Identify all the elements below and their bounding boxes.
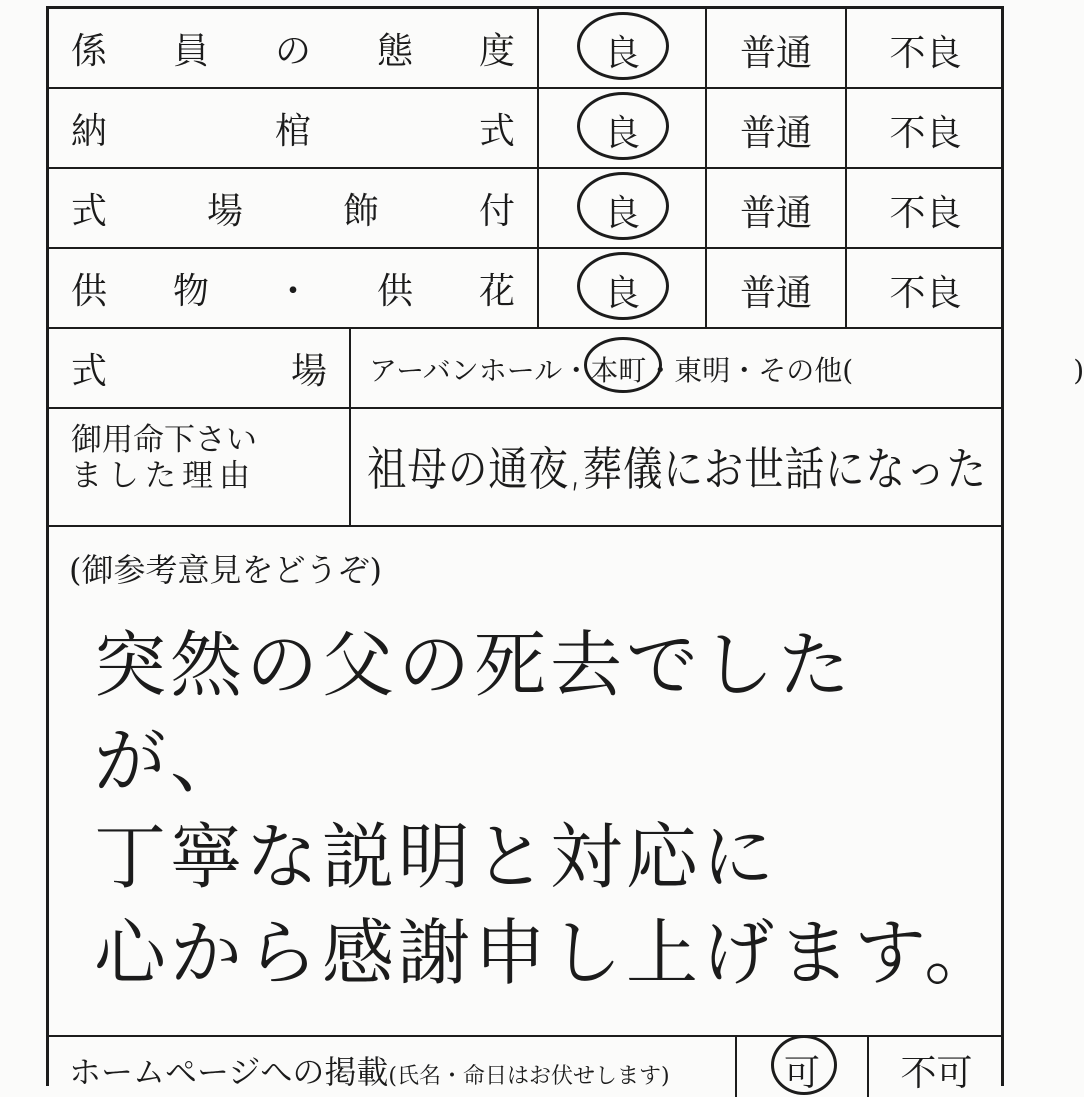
- option-normal-label: 普通: [739, 273, 812, 314]
- label-char: 係: [71, 31, 108, 72]
- option-bad-label: 不良: [889, 33, 962, 74]
- option-good-label: 良: [603, 113, 640, 154]
- label-char: 式: [478, 111, 515, 152]
- rating-row-encoffining: [49, 89, 1004, 169]
- rating-label-cell: [49, 169, 539, 247]
- option-bad-label: 不良: [889, 273, 962, 314]
- venue-options-text: [369, 349, 1084, 389]
- opinion-area[interactable]: [49, 527, 1004, 1037]
- reason-label-line: ました理由: [71, 457, 256, 494]
- label-char: 態: [376, 31, 413, 72]
- option-normal[interactable]: [707, 9, 847, 87]
- label-char: 花: [478, 271, 515, 312]
- opinion-handwritten-text: [94, 617, 1004, 1001]
- venue-options[interactable]: [351, 329, 1084, 407]
- label-char: 式: [71, 191, 108, 232]
- opinion-line: 丁寧な説明と対応に: [94, 815, 779, 899]
- reason-row: [49, 409, 1004, 527]
- option-bad-label: 不良: [889, 193, 962, 234]
- label-char: 飾: [342, 191, 379, 232]
- rating-label: [71, 183, 515, 234]
- option-bad-label: 不良: [889, 113, 962, 154]
- label-char: 供: [376, 271, 413, 312]
- publish-note: (氏名・命日はお伏せします): [388, 1064, 670, 1089]
- venue-label: [71, 343, 327, 394]
- option-good-label: 良: [603, 33, 640, 74]
- option-good[interactable]: [539, 9, 707, 87]
- separator: ・: [730, 354, 759, 387]
- label-char: 度: [478, 31, 515, 72]
- reason-handwritten-text: 祖母の通夜,葬儀にお世話になった: [367, 442, 987, 496]
- label-char: ・: [274, 271, 311, 312]
- label-char: 供: [71, 271, 108, 312]
- reason-value-cell[interactable]: [351, 409, 1004, 525]
- option-normal[interactable]: [707, 169, 847, 247]
- venue-option-urban-hall[interactable]: アーバンホール: [369, 354, 563, 387]
- label-char: 場: [206, 191, 243, 232]
- publish-yes-label: 可: [783, 1053, 820, 1094]
- label-char: 棺: [274, 111, 311, 152]
- rating-row-staff-attitude: [49, 9, 1004, 89]
- publish-label-cell: [49, 1037, 737, 1097]
- option-normal[interactable]: [707, 89, 847, 167]
- option-good[interactable]: [539, 89, 707, 167]
- venue-label-cell: [49, 329, 351, 407]
- paren-close: ): [1073, 354, 1084, 387]
- venue-row: [49, 329, 1084, 409]
- option-normal-label: 普通: [739, 33, 812, 74]
- label-char: 式: [71, 351, 108, 392]
- publish-label-text: ホームページへの掲載: [69, 1053, 389, 1091]
- label-char: 員: [172, 31, 209, 72]
- label-char: の: [274, 31, 311, 72]
- venue-option-honmachi[interactable]: 本町: [590, 354, 647, 387]
- opinion-line: 心から感謝申し上げます。: [94, 911, 1001, 995]
- venue-option-other[interactable]: その他(: [758, 354, 854, 387]
- separator: ・: [562, 354, 591, 387]
- venue-option-toumei[interactable]: 東明: [674, 354, 731, 387]
- publish-option-no[interactable]: [869, 1037, 1004, 1097]
- option-good-label: 良: [603, 193, 640, 234]
- rating-row-hall-decoration: [49, 169, 1004, 249]
- option-normal-label: 普通: [739, 113, 812, 154]
- publish-row: [49, 1037, 1004, 1097]
- option-bad[interactable]: [847, 9, 1004, 87]
- rating-label: [71, 263, 515, 314]
- reason-label-cell: [49, 409, 351, 525]
- opinion-label: (御参考意見をどうぞ): [69, 551, 382, 589]
- reason-label-line: 御用命下さい: [71, 422, 257, 458]
- rating-row-offerings-flowers: [49, 249, 1004, 329]
- rating-label: [71, 103, 515, 154]
- option-good[interactable]: [539, 169, 707, 247]
- rating-label-cell: [49, 89, 539, 167]
- option-normal-label: 普通: [739, 193, 812, 234]
- publish-no-label: 不可: [900, 1053, 973, 1094]
- label-char: 物: [172, 271, 209, 312]
- label-char: 納: [71, 111, 108, 152]
- publish-label: [69, 1047, 670, 1093]
- rating-label-cell: [49, 9, 539, 87]
- survey-form: [46, 6, 1084, 1094]
- rating-label: [71, 23, 515, 74]
- option-good[interactable]: [539, 249, 707, 327]
- label-char: 場: [290, 351, 327, 392]
- rating-label-cell: [49, 249, 539, 327]
- option-bad[interactable]: [847, 249, 1004, 327]
- publish-option-yes[interactable]: [737, 1037, 869, 1097]
- separator: ・: [646, 354, 675, 387]
- opinion-line: 突然の父の死去でしたが、: [94, 623, 855, 803]
- label-char: 付: [478, 191, 515, 232]
- option-bad[interactable]: [847, 169, 1004, 247]
- option-good-label: 良: [603, 273, 640, 314]
- option-bad[interactable]: [847, 89, 1004, 167]
- reason-label: [71, 423, 257, 494]
- option-normal[interactable]: [707, 249, 847, 327]
